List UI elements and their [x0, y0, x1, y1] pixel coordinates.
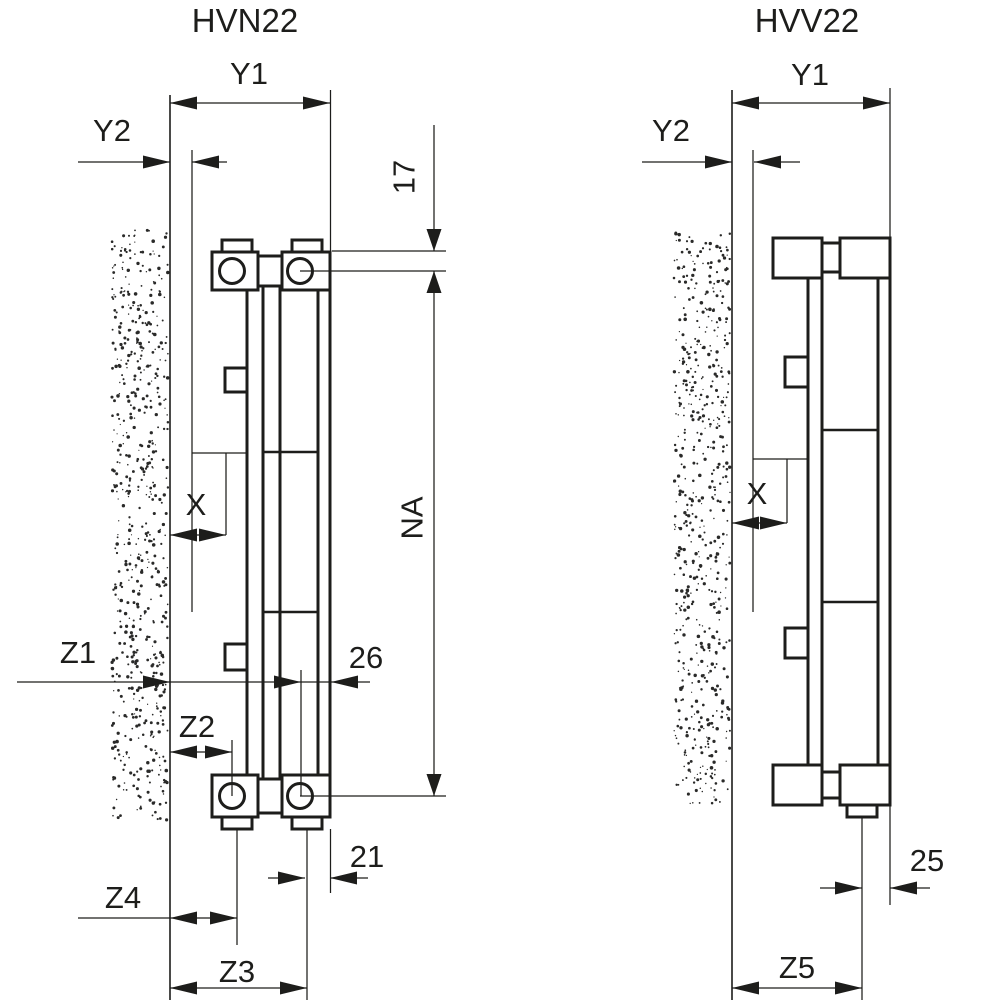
left-dim-y1-label: Y1 [230, 56, 268, 91]
left-bottom-outlet-rear [222, 817, 252, 829]
right-dim-y2-label: Y2 [652, 113, 690, 148]
right-top-connector [822, 243, 840, 272]
left-top-vent-plug-2 [292, 240, 322, 252]
left-radiator-outline [212, 240, 330, 829]
right-dimension-arrows [705, 97, 917, 995]
left-top-connector [258, 256, 282, 286]
left-bottom-connector [258, 779, 282, 813]
left-dim-z1-label: Z1 [59, 635, 97, 670]
right-top-front-header [840, 238, 890, 278]
left-dim-y2-label: Y2 [93, 113, 131, 148]
stipple-dots [110, 229, 169, 822]
left-top-vent-plug [222, 240, 252, 252]
left-dim-z4-label: Z4 [104, 880, 142, 915]
left-diagram-title: HVN22 [191, 2, 299, 39]
right-dim-y1-label: Y1 [791, 57, 829, 92]
right-diagram-title: HVV22 [754, 2, 860, 39]
stipple-dots [673, 231, 732, 804]
right-bottom-front-header [840, 765, 890, 805]
right-dim-x-label: X [746, 476, 768, 511]
right-top-rear-header [773, 238, 822, 278]
right-bottom-outlet [847, 805, 877, 817]
right-bottom-connector [822, 772, 840, 798]
wall-hatch-left [110, 229, 169, 822]
right-wall-bracket-upper [785, 357, 808, 387]
left-dim-x-label: X [185, 487, 207, 522]
left-dim-26-label: 26 [348, 640, 384, 675]
right-dim-z5-label: Z5 [778, 950, 816, 985]
left-dim-z3-label: Z3 [218, 954, 256, 989]
left-diagram [17, 2, 446, 1000]
right-wall-bracket-lower [785, 628, 808, 658]
left-dim-17-label: 17 [386, 159, 422, 195]
right-bottom-rear-header [773, 765, 822, 805]
left-top-rear-pipe [220, 259, 245, 284]
left-dim-na-label: NA [394, 496, 430, 540]
left-wall-bracket-upper [225, 368, 247, 392]
right-radiator-outline [773, 238, 890, 817]
left-wall-bracket-lower [225, 644, 247, 670]
left-dim-z2-label: Z2 [178, 709, 216, 744]
wall-hatch-right [673, 231, 732, 804]
left-dim-21-label: 21 [349, 839, 385, 874]
right-dimension-lines [642, 88, 930, 1000]
left-bottom-outlet-front [292, 817, 322, 829]
left-dimension-arrows [143, 97, 442, 995]
right-dim-25-label: 25 [909, 843, 945, 878]
right-diagram [642, 2, 944, 1000]
